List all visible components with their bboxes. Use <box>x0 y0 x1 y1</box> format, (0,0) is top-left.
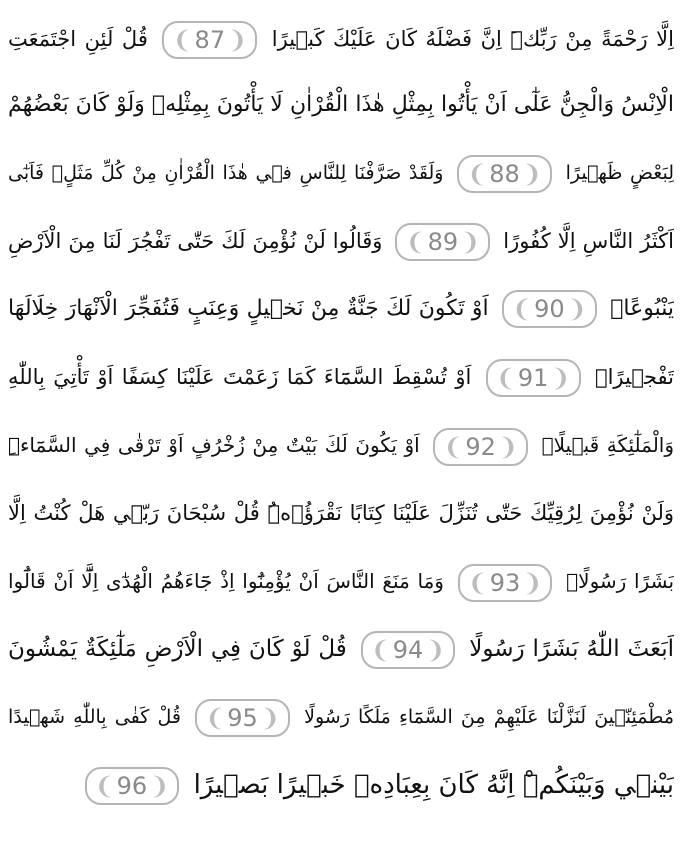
line-text-before: اَكْثَرُ النَّاسِ اِلَّا كُفُورًا <box>503 229 674 253</box>
line-text-before: تَفْج۪يرًاۙ <box>595 365 674 389</box>
line-text-before: بَيْن۪ي وَبَيْنَكُمْۜ اِنَّهُ كَانَ بِعِبَادِه۪ خَب۪يرًا بَص۪يرًا <box>193 770 674 800</box>
verse-number-marker: ❨ 94 ❩ <box>361 631 456 669</box>
line-text-after: اَوْ تَكُونَ لَكَ جَنَّةٌ مِنْ نَخ۪يلٍ وَعِنَبٍ فَتُفَجِّرَ الْاَنْهَارَ خِلَالَهَا <box>8 296 489 321</box>
line-text-before: الْاِنْسُ وَالْجِنُّ عَلٰٓى اَنْ يَأْتُوا بِمِثْلِ هٰذَا الْقُرْاٰنِ لَا يَأْتُونَ بِمِثْلِه۪ وَلَوْ كَانَ بَعْضُهُمْ <box>8 92 674 117</box>
text-line-2 <box>8 72 674 138</box>
line-text-before: اَبَعَثَ اللّٰهُ بَشَرًا رَسُولًا <box>469 636 674 662</box>
text-line-11 <box>8 684 674 750</box>
text-line-7 <box>8 412 674 478</box>
line-text-after: وَقَالُوا لَنْ نُؤْمِنَ لَكَ حَتّٰى تَفْجُرَ لَنَا مِنَ الْاَرْضِ <box>8 229 383 253</box>
verse-number-marker: ❨ 89 ❩ <box>395 223 490 261</box>
verse-number-marker: ❨ 87 ❩ <box>162 21 257 59</box>
line-text-after: اَوْ تُسْقِطَ السَّمَٓاءَ كَمَا زَعَمْتَ عَلَيْنَا كِسَفًا اَوْ تَأْتِيَ بِاللّٰهِ <box>8 365 472 389</box>
verse-number-marker: ❨ 90 ❩ <box>502 290 597 328</box>
text-line-6 <box>8 344 674 410</box>
line-text-after: وَمَا مَنَعَ النَّاسَ اَنْ يُؤْمِنُٓوا اِذْ جَٓاءَهُمُ الْهُدٰٓى اِلَّٓا اَنْ قَالُٓوا <box>8 569 444 593</box>
text-line-9 <box>8 548 674 614</box>
text-line-12 <box>8 752 674 818</box>
verse-number-marker: ❨ 96 ❩ <box>85 767 180 805</box>
line-text-after: قُلْ لَوْ كَانَ فِي الْاَرْضِ مَلٰٓئِكَةٌ يَمْشُونَ <box>8 636 347 662</box>
line-text-before: يَنْبُوعًاۙ <box>610 296 674 321</box>
verse-number-marker: ❨ 88 ❩ <box>457 155 552 193</box>
line-text-before: وَلَنْ نُؤْمِنَ لِرُقِيِّكَ حَتّٰى تُنَزِّلَ عَلَيْنَا كِتَابًا نَقْرَؤُ۬هُۜ قُلْ سُبْحَانَ رَبّ۪ي هَلْ كُنْتُ اِلَّا <box>8 501 674 525</box>
line-text-after: وَلَقَدْ صَرَّفْنَا لِلنَّاسِ ف۪ي هٰذَا الْقُرْاٰنِ مِنْ كُلِّ مَثَلٍۘ فَاَبٰٓى <box>8 162 444 184</box>
line-text-after: قُلْ كَفٰى بِاللّٰهِ شَه۪يدًا <box>8 706 181 728</box>
text-line-8 <box>8 480 674 546</box>
line-text-before: مُطْمَئِنّ۪ينَ لَنَزَّلْنَا عَلَيْهِمْ مِنَ السَّمَٓاءِ مَلَكًا رَسُولًا <box>304 706 674 728</box>
line-text-before: وَالْمَلٰٓئِكَةِ قَب۪يلًاۙ <box>541 433 674 457</box>
verse-number-marker: ❨ 91 ❩ <box>486 359 581 397</box>
line-text-before: بَشَرًا رَسُولًا۟ <box>566 569 674 593</box>
line-text-before: لِبَعْضٍ ظَه۪يرًا <box>565 162 674 184</box>
verse-number-marker: ❨ 93 ❩ <box>458 564 553 602</box>
line-text-after: قُلْ لَئِنِ اجْتَمَعَتِ <box>8 27 148 51</box>
verse-number-marker: ❨ 95 ❩ <box>195 699 290 737</box>
verse-number-marker: ❨ 92 ❩ <box>433 428 528 466</box>
text-line-10 <box>8 616 674 682</box>
line-text-after: اَوْ يَكُونَ لَكَ بَيْتٌ مِنْ زُخْرُفٍ اَوْ تَرْقٰى فِي السَّمَٓاءِۜ <box>8 433 420 457</box>
line-text-before: اِلَّا رَحْمَةً مِنْ رَبِّكَۜ اِنَّ فَضْلَهُ كَانَ عَلَيْكَ كَب۪يرًا <box>271 27 674 51</box>
text-line-5 <box>8 276 674 342</box>
text-line-4 <box>8 208 674 274</box>
text-line-3 <box>8 140 674 206</box>
text-line-1 <box>8 6 674 72</box>
